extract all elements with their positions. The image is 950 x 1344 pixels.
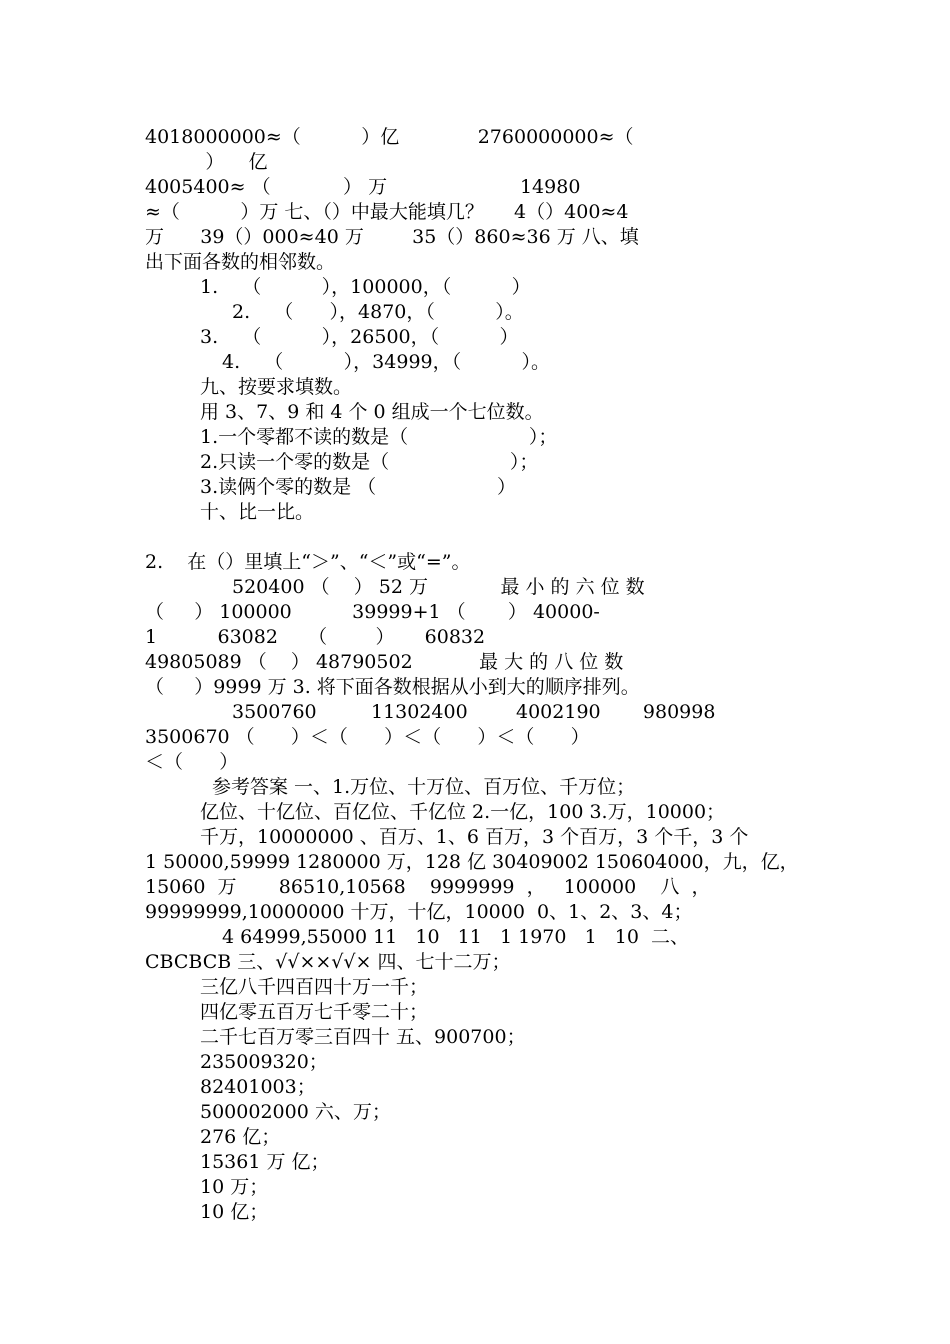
text-line: 10 万；: [200, 1176, 269, 1198]
text-line: 用 3、7、9 和 4 个 0 组成一个七位数。: [200, 401, 544, 423]
text-line: CBCBCB 三、√√××√√× 四、七十二万；: [145, 951, 511, 973]
text-line: 520400 （ ） 52 万 最 小 的 六 位 数: [232, 576, 645, 598]
text-line: 4018000000≈（ ）亿 2760000000≈（: [145, 126, 634, 148]
text-line: 15060 万 86510,10568 9999999 ， 100000 八 ，: [145, 876, 711, 898]
text-line: 1 50000,59999 1280000 万，128 亿 30409002 150604000，九，亿，: [145, 851, 799, 873]
text-line: 10 亿；: [200, 1201, 269, 1223]
text-line: （ ） 100000 39999+1 （ ） 40000-: [145, 601, 600, 623]
text-line: 亿位、十亿位、百亿位、千亿位 2.一亿，100 3.万，10000；: [200, 801, 726, 823]
text-line: 1. （ ），100000，（ ）: [200, 276, 531, 298]
section-heading: 十、比一比。: [200, 501, 315, 523]
text-line: 2. （ ），4870，（ ）。: [232, 301, 524, 323]
text-line: 276 亿；: [200, 1126, 281, 1148]
answer-heading: 参考答案 一、1.万位、十万位、百万位、千万位；: [212, 776, 636, 798]
text-line: 3500760 11302400 4002190 980998: [232, 701, 716, 723]
text-line: 4 64999,55000 11 10 11 1 1970 1 10 二、: [222, 926, 690, 948]
text-line: 三亿八千四百四十万一千；: [200, 976, 429, 998]
text-line: 2.只读一个零的数是（ ）；: [200, 451, 539, 473]
text-line: 82401003；: [200, 1076, 316, 1098]
text-line: 2. 在（）里填上“＞”、“＜”或“=”。: [145, 551, 471, 573]
text-line: 万 39（）000≈40 万 35（）860≈36 万 八、填: [145, 226, 639, 248]
text-line: 千万，10000000 、百万、1、6 百万，3 个百万，3 个千，3 个: [200, 826, 749, 848]
text-line: 3. （ ），26500，（ ）: [200, 326, 519, 348]
text-line: 1.一个零都不读的数是（ ）；: [200, 426, 558, 448]
text-line: ＜（ ）: [145, 751, 239, 773]
text-line: 99999999,10000000 十万，十亿，10000 0、1、2、3、4；: [145, 901, 693, 923]
text-line: 4005400≈ （ ） 万 14980: [145, 176, 581, 198]
text-line: （ ）9999 万 3. 将下面各数根据从小到大的顺序排列。: [145, 676, 640, 698]
text-line: 四亿零五百万七千零二十；: [200, 1001, 429, 1023]
text-line: 1 63082 （ ） 60832: [145, 626, 486, 648]
text-line: 235009320；: [200, 1051, 328, 1073]
text-line: 3500670 （ ）＜（ ）＜（ ）＜（ ）: [145, 726, 590, 748]
text-line: ） 亿: [145, 151, 268, 173]
text-line: 出下面各数的相邻数。: [145, 251, 336, 273]
text-line: ≈（ ）万 七、（）中最大能填几？ 4（）400≈4: [145, 201, 629, 223]
text-line: 二千七百万零三百四十 五、900700；: [200, 1026, 526, 1048]
text-line: 15361 万 亿；: [200, 1151, 330, 1173]
text-line: 49805089 （ ） 48790502 最 大 的 八 位 数: [145, 651, 624, 673]
text-line: 3.读俩个零的数是 （ ）: [200, 476, 516, 498]
text-line: 500002000 六、万；: [200, 1101, 391, 1123]
section-heading: 九、按要求填数。: [200, 376, 353, 398]
text-line: 4. （ ），34999，（ ）。: [222, 351, 551, 373]
